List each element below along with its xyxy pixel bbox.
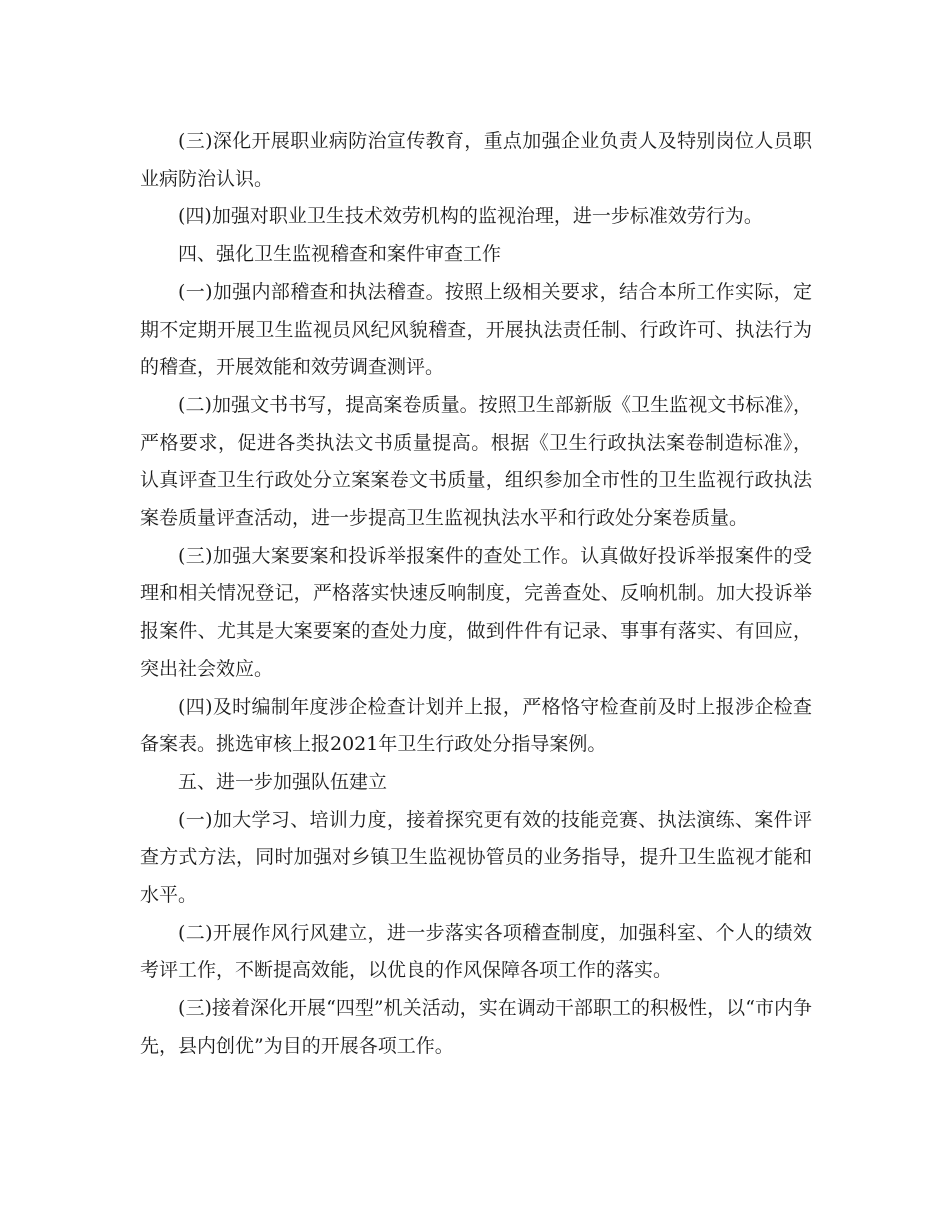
paragraph-training: (一)加大学习、培训力度，接着探究更有效的技能竞赛、执法演练、案件评查方式方法，同时加强对乡镇卫生监视协管员的业务指导，提升卫生监视才能和水平。 <box>140 808 812 907</box>
paragraph-internal-inspection: (一)加强内部稽查和执法稽查。按照上级相关要求，结合本所工作实际，定期不定期开展卫生监视员风纪风貌稽查，开展执法责任制、行政许可、执法行为的稽查，开展效能和效劳调查测评。 <box>140 280 812 379</box>
paragraph-work-style: (二)开展作风行风建立，进一步落实各项稽查制度，加强科室、个人的绩效考评工作，不断提高效能，以优良的作风保障各项工作的落实。 <box>140 921 812 982</box>
section-heading-team-building: 五、进一步加强队伍建立 <box>178 770 388 793</box>
paragraph-technical-service-supervision: (四)加强对职业卫生技术效劳机构的监视治理，进一步标准效劳行为。 <box>178 205 763 228</box>
paragraph-four-type-organ: (三)接着深化开展“四型”机关活动，实在调动干部职工的积极性，以“市内争先，县内创优”为目的开展各项工作。 <box>140 997 812 1057</box>
paragraph-major-cases: (三)加强大案要案和投诉举报案件的查处工作。认真做好投诉举报案件的受理和相关情况登记，严格落实快速反响制度，完善查处、反响机制。加大投诉举报案件、尤其是大案要案的查处力度，做到件件有记录、事事有落实、有回应，突出社会效应。 <box>140 544 812 680</box>
paragraph-document-writing: (二)加强文书书写，提高案卷质量。按照卫生部新版《卫生监视文书标准》，严格要求，促进各类执法文书质量提高。根据《卫生行政执法案卷制造标准》，认真评查卫生行政处分立案案卷文书质量，组织参加全市性的卫生监视行政执法案卷质量评查活动，进一步提高卫生监视执法水平和行政处分案卷质量。 <box>140 393 812 530</box>
paragraph-enterprise-inspection-plan: (四)及时编制年度涉企检查计划并上报，严格恪守检查前及时上报涉企检查备案表。挑选审核上报2021年卫生行政处分指导案例。 <box>140 695 812 756</box>
document-body <box>140 123 812 1066</box>
section-heading-inspection-review: 四、强化卫生监视稽查和案件审查工作 <box>178 243 502 266</box>
paragraph-occupational-disease-education: (三)深化开展职业病防治宣传教育，重点加强企业负责人及特别岗位人员职业病防治认识。 <box>140 130 812 190</box>
